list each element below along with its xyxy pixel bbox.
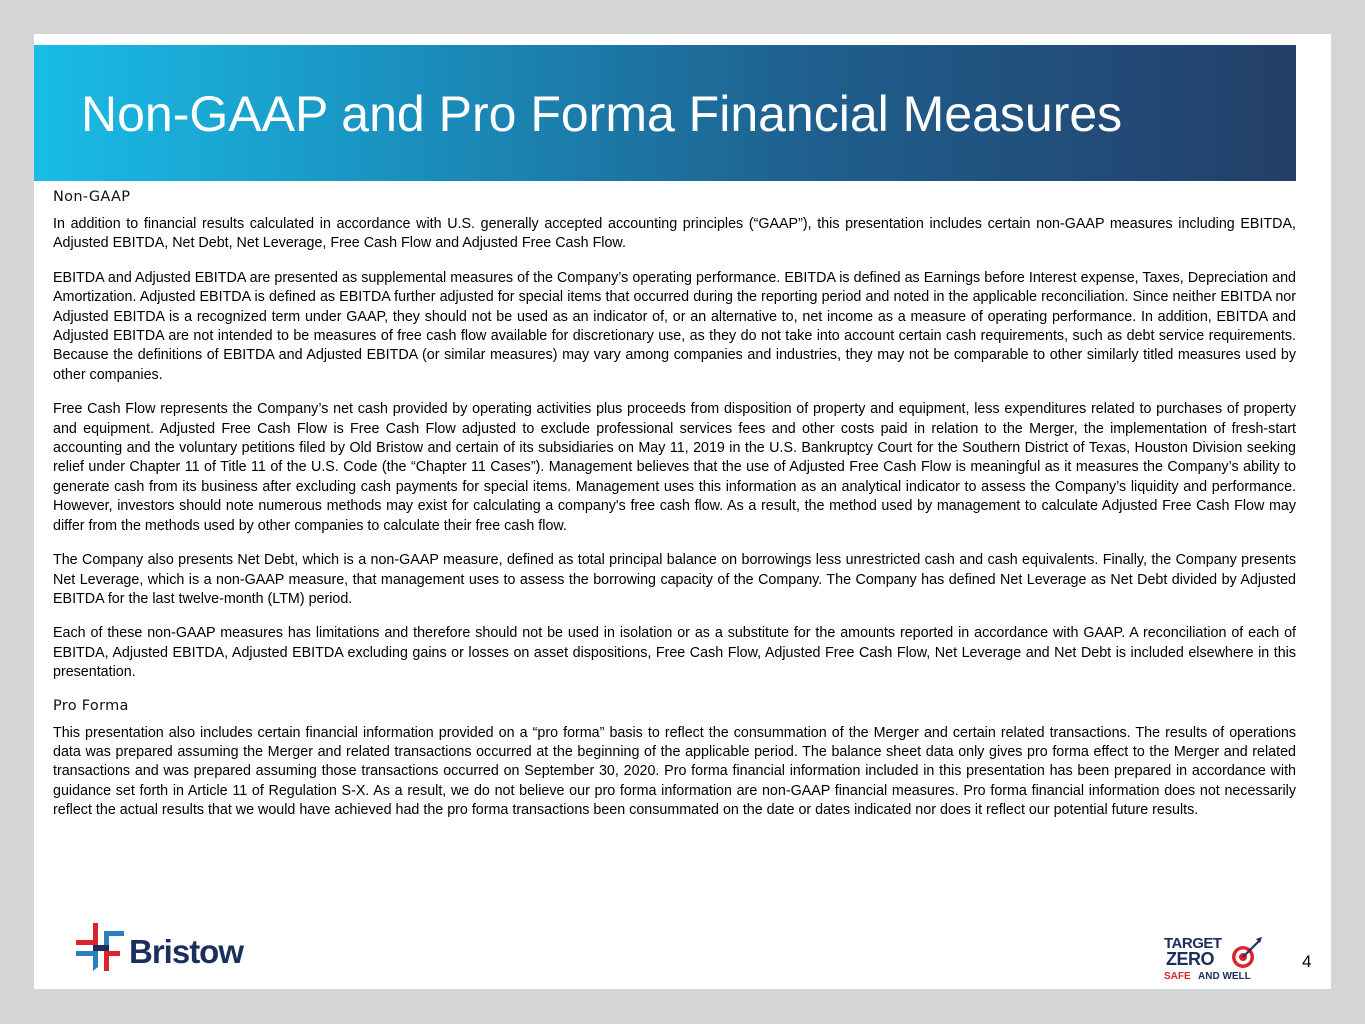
paragraph: The Company also presents Net Debt, which is a non-GAAP measure, defined as total principal balance on borrowings less unrestricted cash and cash equivalents. Finally, the Company presents Net Leverage, which is a non-GAAP measure, that management uses to assess the borrowing capacity of the Company. The Company has defined Net Leverage as Net Debt divided by Adjusted EBITDA for the last twelve-month (LTM) period. bbox=[53, 552, 1296, 607]
slide bbox=[34, 34, 1331, 989]
bristow-logo bbox=[76, 923, 244, 978]
paragraph: Each of these non-GAAP measures has limitations and therefore should not be used in isolation or as a substitute for the amounts reported in accordance with GAAP. A reconciliation of each of EBITDA, Adjusted EBITDA, Adjusted EBITDA excluding gains or losses on asset dispositions, Free Cash Flow, Adjusted Free Cash Flow, Net Leverage and Net Debt is included elsewhere in this presentation. bbox=[53, 625, 1296, 681]
target-zero-logo bbox=[1164, 934, 1268, 982]
target-zero-bullseye-icon bbox=[1232, 937, 1262, 968]
paragraph: This presentation also includes certain financial information provided on a “pro forma” basis to reflect the consummation of the Merger and certain related transactions. The results of operations data was prepared assuming the Merger and related transactions occurred at the beginning of the applicable period. The balance sheet data only gives pro forma effect to the Merger and related transactions and was prepared assuming those transactions occurred on September 30, 2020. Pro forma financial information included in this presentation has been prepared in accordance with guidance set forth in Article 11 of Regulation S-X. As a result, we do not believe our pro forma information are non-GAAP financial measures. Pro forma financial information does not necessarily reflect the actual results that we would have achieved had the pro forma transactions been consummated on the date or dates indicated nor does it reflect our potential future results. bbox=[53, 724, 1296, 819]
section-heading-pro-forma: Pro Forma bbox=[53, 697, 129, 714]
bristow-compass-logo-icon bbox=[76, 923, 126, 973]
page-number: 4 bbox=[1302, 952, 1312, 971]
bristow-wordmark: Bristow bbox=[129, 933, 244, 970]
slide-content bbox=[53, 189, 1296, 836]
paragraph: EBITDA and Adjusted EBITDA are presented as supplemental measures of the Company’s operating performance. EBITDA is defined as Earnings before Interest expense, Taxes, Depreciation and Amortization. Adjusted EBITDA is defined as EBITDA further adjusted for special items that occurred during the reporting period and noted in the applicable reconciliation. Since neither EBITDA nor Adjusted EBITDA is a recognized term under GAAP, they should not be used as an indicator of, or an alternative to, net income as a measure of operating performance. In addition, EBITDA and Adjusted EBITDA are not intended to be measures of free cash flow available for discretionary use, as they do not take into account certain cash requirements, such as debt service requirements. Because the definitions of EBITDA and Adjusted EBITDA (or similar measures) may vary among companies and industries, they may not be comparable to other similarly titled measures used by other companies. bbox=[53, 269, 1296, 383]
section-heading-non-gaap: Non-GAAP bbox=[53, 189, 131, 205]
target-zero-safe: SAFE bbox=[1164, 971, 1191, 982]
target-zero-line1: TARGET bbox=[1164, 935, 1222, 952]
page-title: Non-GAAP and Pro Forma Financial Measures bbox=[81, 86, 1123, 142]
paragraph: In addition to financial results calculated in accordance with U.S. generally accepted accounting principles (“GAAP”), this presentation includes certain non-GAAP measures including EBITDA, Adjusted EBITDA, Net Debt, Net Leverage, Free Cash Flow and Adjusted Free Cash Flow. bbox=[53, 216, 1296, 252]
target-zero-line2: ZERO bbox=[1166, 949, 1215, 969]
title-banner bbox=[34, 45, 1296, 181]
target-zero-and-well: AND WELL bbox=[1198, 971, 1251, 982]
paragraph: Free Cash Flow represents the Company’s net cash provided by operating activities plus proceeds from disposition of property and equipment, less expenditures related to purchases of property and equipment. Adjusted Free Cash Flow is Free Cash Flow adjusted to exclude professional services fees and other costs paid in relation to the Merger, the implementation of fresh-start accounting and the voluntary petitions filed by Old Bristow and certain of its subsidiaries on May 11, 2019 in the U.S. Bankruptcy Court for the Southern District of Texas, Houston Division seeking relief under Chapter 11 of Title 11 of the U.S. Code (the “Chapter 11 Cases”). Management believes that the use of Adjusted Free Cash Flow is meaningful as it measures the Company’s ability to generate cash from its business after excluding cash payments for special items. Management uses this information as an analytical indicator to assess the Company’s liquidity and performance. However, investors should note numerous methods may exist for calculating a company's free cash flow. As a result, the method used by management to calculate Adjusted Free Cash Flow may differ from the methods used by other companies to calculate their free cash flow. bbox=[53, 401, 1296, 534]
